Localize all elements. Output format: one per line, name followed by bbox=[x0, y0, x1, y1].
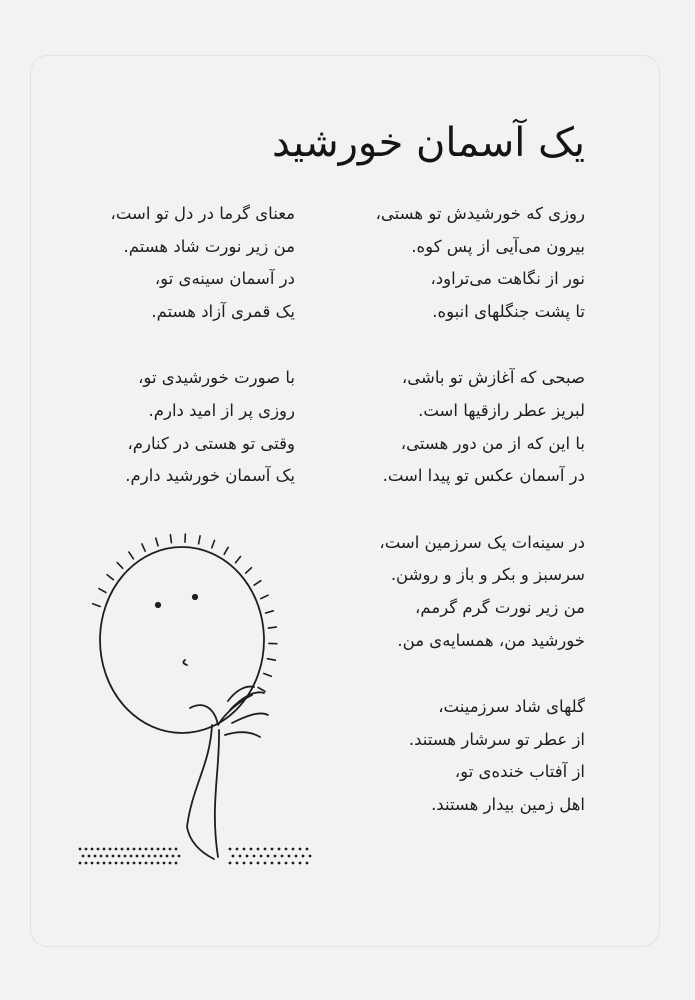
poem-column-right bbox=[335, 198, 585, 856]
poem-line: در آسمان سینه‌ی تو، bbox=[154, 269, 295, 289]
ground-dot bbox=[109, 848, 112, 851]
ground-dot bbox=[163, 848, 166, 851]
sun-ray bbox=[93, 604, 101, 607]
ground-dot bbox=[309, 855, 312, 858]
ground-dot bbox=[278, 848, 281, 851]
sun-ray bbox=[266, 611, 274, 613]
ground-dot bbox=[253, 855, 256, 858]
ground-dot bbox=[239, 855, 242, 858]
ground-dot bbox=[97, 862, 100, 865]
flower-stem bbox=[215, 730, 219, 857]
ground-dot bbox=[299, 848, 302, 851]
sun-ray bbox=[267, 659, 275, 661]
ground-dot bbox=[264, 848, 267, 851]
poem-line: در سینه‌ات یک سرزمین است، bbox=[379, 532, 585, 552]
poem-line: روزی پر از امید دارم. bbox=[148, 400, 295, 420]
ground-dot bbox=[232, 855, 235, 858]
poem-title: یک آسمان خورشید bbox=[272, 120, 585, 166]
poem-line: از آفتاب خنده‌ی تو، bbox=[454, 762, 585, 782]
ground-dot bbox=[85, 862, 88, 865]
poem-line: سرسبز و بکر و باز و روشن. bbox=[390, 565, 585, 585]
ground-dot bbox=[292, 862, 295, 865]
ground-dot bbox=[112, 855, 115, 858]
ground-dot bbox=[160, 855, 163, 858]
sun-face-outline bbox=[100, 547, 264, 733]
poem-line: با این که از من دور هستی، bbox=[400, 433, 585, 453]
ground-dot bbox=[302, 855, 305, 858]
ground-dot bbox=[243, 862, 246, 865]
ground-dot bbox=[79, 862, 82, 865]
poem-line: نور از نگاهت می‌تراود، bbox=[430, 269, 585, 289]
ground-dot bbox=[243, 848, 246, 851]
ground-dot bbox=[79, 848, 82, 851]
poem-line: من زیر نورت شاد هستم. bbox=[123, 236, 295, 256]
poem-line: معنای گرما در دل تو است، bbox=[110, 204, 295, 223]
poem-line: گلهای شاد سرزمینت، bbox=[438, 697, 585, 717]
ground-dot bbox=[157, 848, 160, 851]
sun-ray bbox=[199, 536, 201, 544]
ground-dot bbox=[250, 862, 253, 865]
ground-dot bbox=[115, 848, 118, 851]
ground-dot bbox=[121, 862, 124, 865]
stanza-5 bbox=[95, 198, 295, 328]
poem-line: در آسمان عکس تو پیدا است. bbox=[382, 466, 585, 486]
ground-dot bbox=[288, 855, 291, 858]
sun-ray bbox=[254, 581, 261, 586]
ground-dot bbox=[285, 862, 288, 865]
ground-dot bbox=[97, 848, 100, 851]
poem-line: صبحی که آغازش تو باشی، bbox=[401, 368, 585, 388]
ground-dot bbox=[172, 855, 175, 858]
sun-eye bbox=[156, 603, 160, 607]
ground-dot bbox=[151, 848, 154, 851]
ground-dot bbox=[133, 862, 136, 865]
poem-line: اهل زمین بیدار هستند. bbox=[431, 794, 585, 814]
ground-dot bbox=[271, 862, 274, 865]
ground-dot bbox=[163, 862, 166, 865]
ground-dot bbox=[306, 862, 309, 865]
sun-ray bbox=[156, 538, 158, 546]
ground-dot bbox=[91, 848, 94, 851]
sun-ray bbox=[246, 568, 252, 574]
poem-line: یک آسمان خورشید دارم. bbox=[125, 466, 295, 486]
sun-ray bbox=[117, 563, 123, 569]
ground-dot bbox=[103, 848, 106, 851]
ground-dot bbox=[306, 848, 309, 851]
ground-dot bbox=[115, 862, 118, 865]
sun-ray bbox=[264, 674, 272, 677]
ground-dot bbox=[229, 848, 232, 851]
ground-dot bbox=[85, 848, 88, 851]
ground-dot bbox=[100, 855, 103, 858]
poem-line: یک قمری آزاد هستم. bbox=[151, 301, 295, 321]
poem-line: از عطر تو سرشار هستند. bbox=[408, 729, 585, 749]
sun-face-flower-drawing-icon bbox=[70, 525, 320, 870]
ground-dot bbox=[127, 862, 130, 865]
stanza-6 bbox=[95, 362, 295, 492]
ground-dot bbox=[264, 862, 267, 865]
sun-ray bbox=[261, 595, 268, 598]
sun-ray bbox=[258, 688, 265, 692]
sun-ray bbox=[212, 540, 215, 548]
poem-line: روزی که خورشیدش تو هستی، bbox=[375, 204, 585, 223]
stanza-4 bbox=[335, 691, 585, 821]
ground-dot bbox=[103, 862, 106, 865]
ground-dot bbox=[139, 848, 142, 851]
ground-dot bbox=[169, 848, 172, 851]
ground-dot bbox=[118, 855, 121, 858]
ground-dot bbox=[257, 862, 260, 865]
ground-dot bbox=[139, 862, 142, 865]
ground-dot bbox=[257, 848, 260, 851]
ground-dot bbox=[278, 862, 281, 865]
poem-line: با صورت خورشیدی تو، bbox=[138, 368, 295, 388]
sun-ray bbox=[268, 627, 276, 628]
ground-dot bbox=[274, 855, 277, 858]
ground-dot bbox=[124, 855, 127, 858]
sun-ray bbox=[99, 589, 106, 593]
ground-dots bbox=[79, 848, 312, 865]
ground-dot bbox=[151, 862, 154, 865]
ground-dot bbox=[145, 862, 148, 865]
sun-ray bbox=[170, 535, 171, 543]
ground-dot bbox=[175, 848, 178, 851]
ground-dot bbox=[121, 848, 124, 851]
ground-dot bbox=[130, 855, 133, 858]
ground-dot bbox=[136, 855, 139, 858]
poem-line: من زیر نورت گرم گرمم، bbox=[415, 597, 585, 617]
ground-dot bbox=[178, 855, 181, 858]
ground-dot bbox=[292, 848, 295, 851]
ground-dot bbox=[148, 855, 151, 858]
ground-dot bbox=[299, 862, 302, 865]
poem-column-left bbox=[95, 198, 295, 527]
poem-line: خورشید من، همسایه‌ی من. bbox=[397, 630, 585, 650]
ground-dot bbox=[133, 848, 136, 851]
sun-rays bbox=[93, 534, 277, 691]
ground-dot bbox=[145, 848, 148, 851]
sun-ray bbox=[107, 575, 113, 580]
stanza-1 bbox=[335, 198, 585, 328]
ground-dot bbox=[267, 855, 270, 858]
ground-dot bbox=[260, 855, 263, 858]
ground-dot bbox=[166, 855, 169, 858]
ground-dot bbox=[109, 862, 112, 865]
ground-dot bbox=[246, 855, 249, 858]
ground-dot bbox=[250, 848, 253, 851]
ground-dot bbox=[106, 855, 109, 858]
sun-eye bbox=[193, 595, 197, 599]
flower-stem bbox=[187, 725, 214, 859]
ground-dot bbox=[94, 855, 97, 858]
poem-line: وقتی تو هستی در کنارم، bbox=[127, 433, 295, 453]
ground-dot bbox=[271, 848, 274, 851]
sun-ray bbox=[224, 547, 228, 554]
poem-line: بیرون می‌آیی از پس کوه. bbox=[411, 236, 585, 256]
ground-dot bbox=[175, 862, 178, 865]
ground-dot bbox=[142, 855, 145, 858]
sun-ray bbox=[129, 552, 134, 559]
ground-dot bbox=[295, 855, 298, 858]
ground-dot bbox=[229, 862, 232, 865]
ground-dot bbox=[157, 862, 160, 865]
sun-ray bbox=[236, 557, 241, 563]
stanza-2 bbox=[335, 362, 585, 492]
sun-mouth bbox=[183, 660, 187, 665]
ground-dot bbox=[236, 862, 239, 865]
ground-dot bbox=[88, 855, 91, 858]
ground-dot bbox=[127, 848, 130, 851]
ground-dot bbox=[82, 855, 85, 858]
ground-dot bbox=[91, 862, 94, 865]
ground-dot bbox=[154, 855, 157, 858]
poem-line: تا پشت جنگلهای انبوه. bbox=[432, 301, 585, 321]
sun-ray bbox=[142, 544, 145, 551]
poem-line: لبریز عطر رازقیها است. bbox=[418, 400, 585, 420]
ground-dot bbox=[285, 848, 288, 851]
ground-dot bbox=[236, 848, 239, 851]
ground-dot bbox=[169, 862, 172, 865]
ground-dot bbox=[281, 855, 284, 858]
stanza-3 bbox=[335, 527, 585, 657]
